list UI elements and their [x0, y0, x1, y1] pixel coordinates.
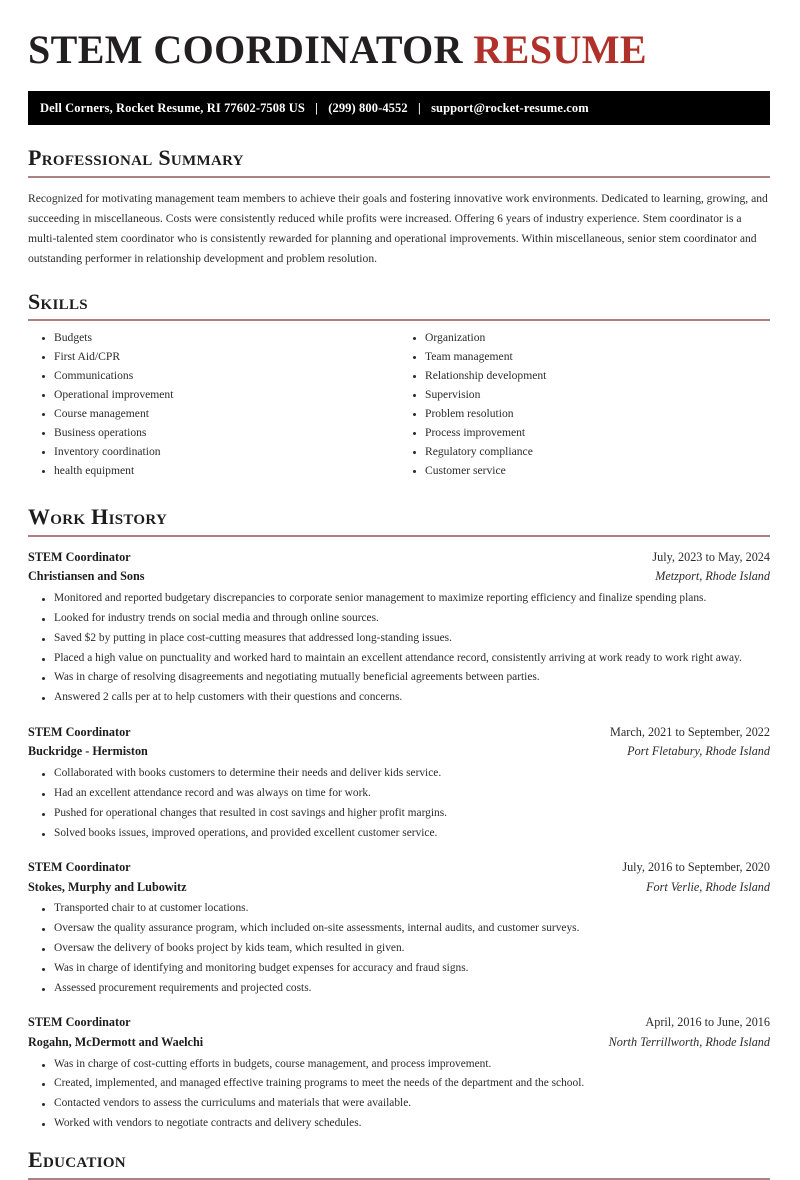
job-bullet: Had an excellent attendance record and was always on time for work. [28, 788, 770, 799]
page-title-main: STEM COORDINATOR [28, 27, 463, 72]
job-bullet: Was in charge of cost-cutting efforts in budgets, course management, and process improvement. [28, 1059, 770, 1070]
skill-item: Problem resolution [399, 408, 770, 420]
skill-item: Communications [28, 370, 399, 382]
section-divider-skills [28, 319, 770, 321]
skill-item: Organization [399, 332, 770, 344]
job-location: Port Fletabury, Rhode Island [627, 744, 770, 759]
job-bullet: Created, implemented, and managed effective training programs to meet the needs of the department and the school. [28, 1078, 770, 1089]
job-dates: July, 2023 to May, 2024 [652, 549, 770, 564]
contact-email[interactable]: support@rocket-resume.com [431, 100, 589, 115]
job-bullet: Answered 2 calls per at to help customers with their questions and concerns. [28, 692, 770, 703]
job-bullet-list [28, 903, 770, 994]
job-bullet: Collaborated with books customers to determine their needs and deliver kids service. [28, 768, 770, 779]
job-location: Metzport, Rhode Island [655, 569, 770, 584]
section-divider-work-history [28, 535, 770, 537]
job-company: Christiansen and Sons [28, 569, 145, 584]
section-professional-summary [28, 146, 772, 268]
skills-column-left [28, 332, 399, 484]
section-education [28, 1148, 772, 1180]
job-bullet: Solved books issues, improved operations, and provided excellent customer service. [28, 828, 770, 839]
job-company-row [28, 1033, 770, 1053]
skill-item: Relationship development [399, 370, 770, 382]
job-company: Buckridge - Hermiston [28, 744, 148, 759]
job-bullet: Pushed for operational changes that resulted in cost savings and higher profit margins. [28, 808, 770, 819]
job-bullet: Oversaw the quality assurance program, which included on-site assessments, internal audits, and customer surveys. [28, 923, 770, 934]
job-company-row [28, 742, 770, 762]
skill-item: health equipment [28, 465, 399, 477]
section-skills [28, 290, 772, 485]
job-title-row [28, 548, 770, 568]
page-title-accent: RESUME [473, 27, 647, 72]
job-bullet: Looked for industry trends on social media and through online sources. [28, 613, 770, 624]
job-bullet: Placed a high value on punctuality and worked hard to maintain an excellent attendance record, consistently arriving at work ready to work right away. [28, 653, 770, 664]
section-heading-summary: Professional Summary [28, 145, 244, 171]
job-dates: March, 2021 to September, 2022 [610, 724, 770, 739]
section-heading-education: Education [28, 1147, 126, 1173]
job-title: STEM Coordinator [28, 724, 131, 739]
job-company-row [28, 567, 770, 587]
work-history-entry [28, 858, 772, 994]
contact-phone[interactable]: (299) 800-4552 [328, 100, 408, 115]
job-bullet: Oversaw the delivery of books project by kids team, which resulted in given. [28, 943, 770, 954]
job-location: North Terrillworth, Rhode Island [608, 1034, 770, 1049]
skill-item: Course management [28, 408, 399, 420]
skill-item: Supervision [399, 389, 770, 401]
skill-item: First Aid/CPR [28, 351, 399, 363]
skills-columns [28, 332, 770, 484]
job-company-row [28, 878, 770, 898]
summary-text: Recognized for motivating management team members to achieve their goals and fostering innovative work environments. Dedicated to learning, growing, and succeeding in miscellaneous. Costs were consistently reduced while profits were increased. Offering 6 years of industry experience. Stem coordinator is a multi-talented stem coordinator who is consistently rewarded for planning and operational improvements. Within miscellaneous, senior stem coordinator and outstanding performer in relationship development and problem resolution. [28, 191, 768, 265]
contact-line [40, 101, 589, 116]
job-company: Rogahn, McDermott and Waelchi [28, 1034, 204, 1049]
contact-address: Dell Corners, Rocket Resume, RI 77602-7508 US [40, 100, 305, 115]
job-bullet: Assessed procurement requirements and projected costs. [28, 983, 770, 994]
contact-separator-1: | [315, 100, 318, 115]
job-title-row [28, 1013, 770, 1033]
contact-separator-2: | [417, 100, 421, 115]
job-dates: April, 2016 to June, 2016 [645, 1015, 770, 1030]
job-bullet: Was in charge of identifying and monitoring budget expenses for accuracy and fraud signs. [28, 963, 770, 974]
page-title [28, 0, 772, 73]
job-title: STEM Coordinator [28, 1015, 131, 1030]
job-bullet: Transported chair to at customer locations. [28, 903, 770, 914]
job-location: Fort Verlie, Rhode Island [646, 879, 770, 894]
section-heading-skills: Skills [28, 288, 88, 314]
skills-column-right [399, 332, 770, 484]
work-history-entry [28, 723, 772, 839]
skill-item: Regulatory compliance [399, 446, 770, 458]
job-bullet: Monitored and reported budgetary discrepancies to corporate senior management to maximize reporting efficiency and finalize spending plans. [28, 593, 770, 604]
job-bullet-list [28, 593, 770, 703]
job-title-row [28, 723, 770, 743]
job-dates: July, 2016 to September, 2020 [622, 859, 770, 874]
work-history-list [28, 548, 772, 1130]
section-heading-work-history: Work History [28, 504, 168, 530]
job-bullet: Contacted vendors to assess the curriculums and materials that were available. [28, 1098, 770, 1109]
section-work-history [28, 505, 772, 1129]
job-title: STEM Coordinator [28, 859, 131, 874]
job-bullet-list [28, 1059, 770, 1130]
skill-item: Customer service [399, 465, 770, 477]
work-history-entry [28, 1013, 772, 1129]
work-history-entry [28, 548, 772, 704]
skill-item: Team management [399, 351, 770, 363]
job-bullet: Saved $2 by putting in place cost-cutting measures that addressed long-standing issues. [28, 633, 770, 644]
job-company: Stokes, Murphy and Lubowitz [28, 879, 187, 894]
job-title-row [28, 858, 770, 878]
job-title: STEM Coordinator [28, 549, 131, 564]
skill-item: Inventory coordination [28, 446, 399, 458]
job-bullet-list [28, 768, 770, 839]
section-divider-summary [28, 176, 770, 178]
skill-item: Operational improvement [28, 389, 399, 401]
skill-item: Budgets [28, 332, 399, 344]
skill-item: Business operations [28, 427, 399, 439]
skill-item: Process improvement [399, 427, 770, 439]
job-bullet: Was in charge of resolving disagreements and negotiating mutually beneficial agreements between parties. [28, 672, 770, 683]
job-bullet: Worked with vendors to negotiate contracts and delivery schedules. [28, 1118, 770, 1129]
contact-bar [28, 91, 770, 125]
